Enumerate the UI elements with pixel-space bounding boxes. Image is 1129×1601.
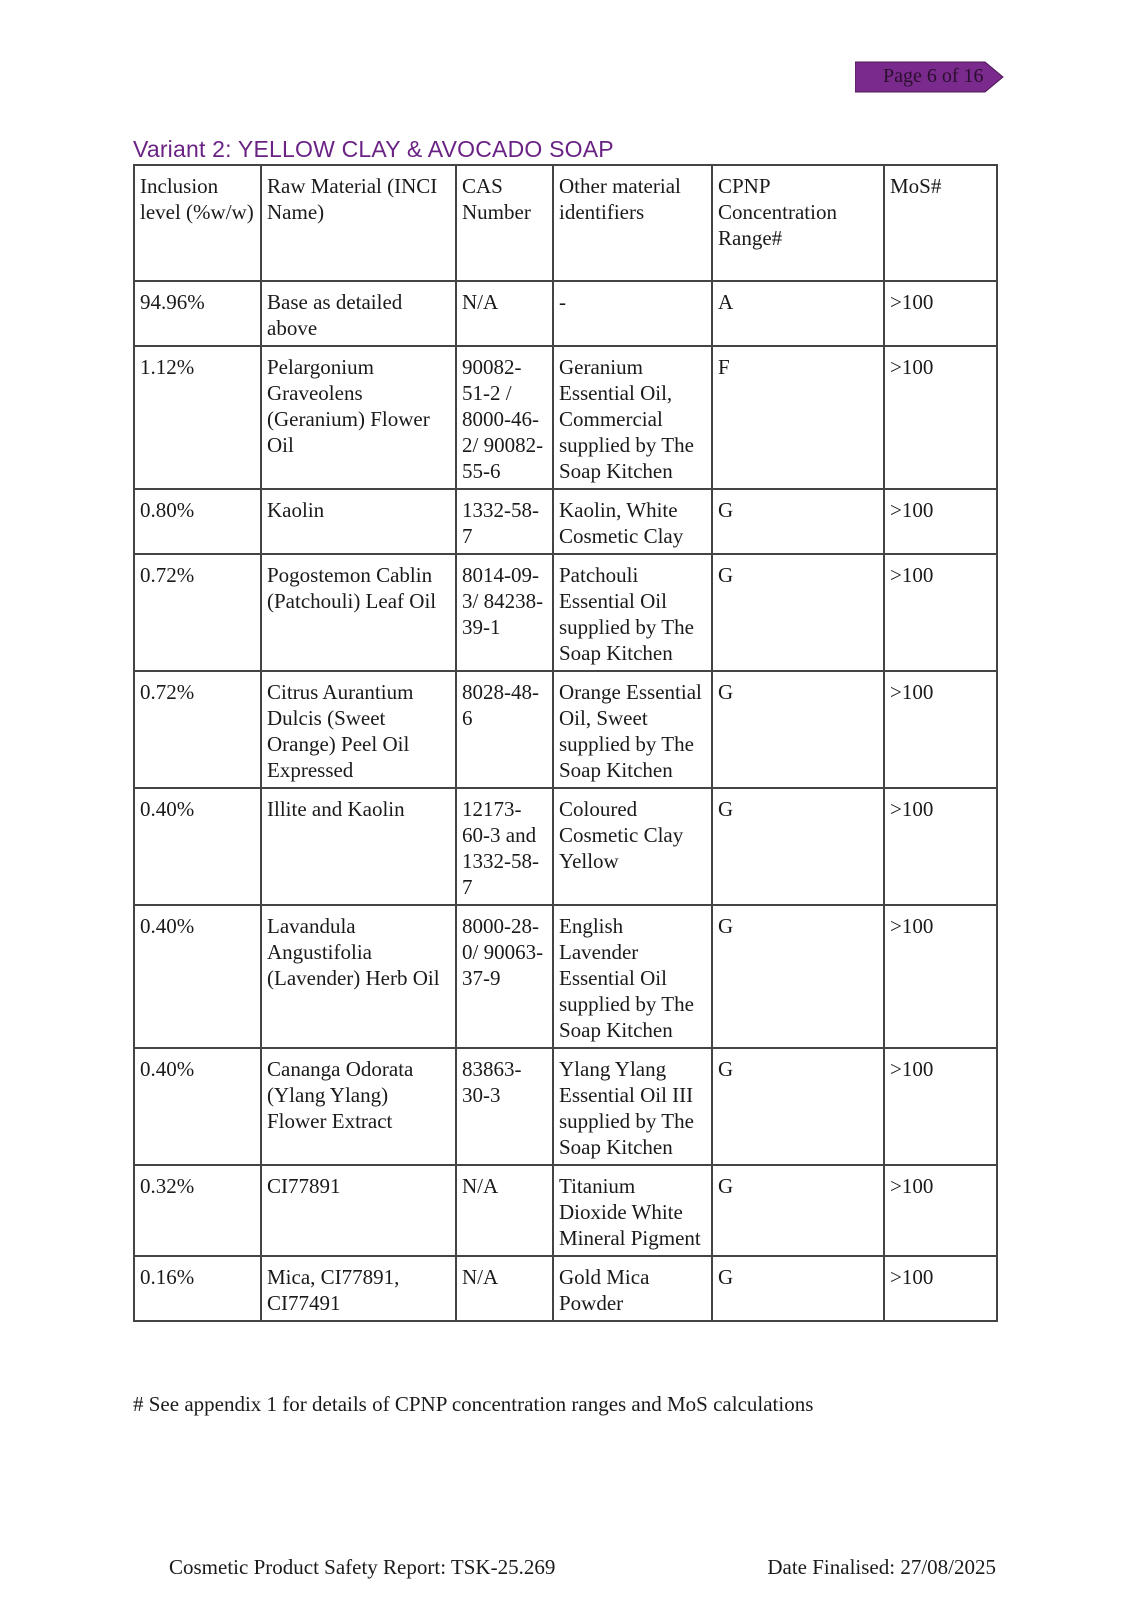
page-number-badge bbox=[855, 61, 1005, 93]
cell-raw-material: Cananga Odorata (Ylang Ylang) Flower Extract bbox=[261, 1048, 456, 1165]
cell-cpnp-range: G bbox=[712, 1256, 884, 1321]
cell-mos: >100 bbox=[884, 1256, 997, 1321]
table-row bbox=[134, 1165, 997, 1256]
header-inclusion-level: Inclusion level (%w/w) bbox=[134, 165, 261, 281]
header-cpnp-range: CPNP Concentration Range# bbox=[712, 165, 884, 281]
footnote: # See appendix 1 for details of CPNP concentration ranges and MoS calculations bbox=[133, 1392, 814, 1416]
cell-cas-number: 90082-51-2 / 8000-46-2/ 90082-55-6 bbox=[456, 346, 553, 489]
cell-inclusion-level: 1.12% bbox=[134, 346, 261, 489]
cell-mos: >100 bbox=[884, 346, 997, 489]
variant-title: Variant 2: YELLOW CLAY & AVOCADO SOAP bbox=[133, 136, 614, 162]
cell-other-identifiers: Coloured Cosmetic Clay Yellow bbox=[553, 788, 712, 905]
cell-other-identifiers: Gold Mica Powder bbox=[553, 1256, 712, 1321]
cell-raw-material: Lavandula Angustifolia (Lavender) Herb Oil bbox=[261, 905, 456, 1048]
table-row bbox=[134, 788, 997, 905]
cell-other-identifiers: Kaolin, White Cosmetic Clay bbox=[553, 489, 712, 554]
table-row bbox=[134, 1256, 997, 1321]
cell-mos: >100 bbox=[884, 671, 997, 788]
cell-raw-material: Base as detailed above bbox=[261, 281, 456, 346]
cell-cpnp-range: G bbox=[712, 788, 884, 905]
header-mos: MoS# bbox=[884, 165, 997, 281]
cell-inclusion-level: 0.32% bbox=[134, 1165, 261, 1256]
cell-other-identifiers: Orange Essential Oil, Sweet supplied by The Soap Kitchen bbox=[553, 671, 712, 788]
cell-cas-number: 8014-09-3/ 84238-39-1 bbox=[456, 554, 553, 671]
cell-other-identifiers: Patchouli Essential Oil supplied by The Soap Kitchen bbox=[553, 554, 712, 671]
cell-raw-material: Pogostemon Cablin (Patchouli) Leaf Oil bbox=[261, 554, 456, 671]
cell-raw-material: Pelargonium Graveolens (Geranium) Flower Oil bbox=[261, 346, 456, 489]
cell-inclusion-level: 0.40% bbox=[134, 1048, 261, 1165]
header-cas-number: CAS Number bbox=[456, 165, 553, 281]
cell-raw-material: Citrus Aurantium Dulcis (Sweet Orange) Peel Oil Expressed bbox=[261, 671, 456, 788]
cell-inclusion-level: 0.80% bbox=[134, 489, 261, 554]
table-row bbox=[134, 1048, 997, 1165]
cell-mos: >100 bbox=[884, 1048, 997, 1165]
table-row bbox=[134, 281, 997, 346]
cell-raw-material: Kaolin bbox=[261, 489, 456, 554]
header-other-identifiers: Other material identifiers bbox=[553, 165, 712, 281]
table-row bbox=[134, 489, 997, 554]
cell-other-identifiers: Geranium Essential Oil, Commercial supplied by The Soap Kitchen bbox=[553, 346, 712, 489]
cell-inclusion-level: 94.96% bbox=[134, 281, 261, 346]
cell-other-identifiers: English Lavender Essential Oil supplied by The Soap Kitchen bbox=[553, 905, 712, 1048]
cell-cpnp-range: G bbox=[712, 1048, 884, 1165]
cell-mos: >100 bbox=[884, 788, 997, 905]
cell-cas-number: 12173-60-3 and 1332-58-7 bbox=[456, 788, 553, 905]
table-row bbox=[134, 346, 997, 489]
footer-report-id: Cosmetic Product Safety Report: TSK-25.269 bbox=[169, 1555, 556, 1579]
cell-mos: >100 bbox=[884, 1165, 997, 1256]
footer-date: Date Finalised: 27/08/2025 bbox=[767, 1555, 996, 1579]
cell-raw-material: Illite and Kaolin bbox=[261, 788, 456, 905]
cell-cas-number: N/A bbox=[456, 281, 553, 346]
cell-cas-number: 8000-28-0/ 90063-37-9 bbox=[456, 905, 553, 1048]
cell-cpnp-range: F bbox=[712, 346, 884, 489]
cell-mos: >100 bbox=[884, 554, 997, 671]
cell-inclusion-level: 0.16% bbox=[134, 1256, 261, 1321]
cell-cpnp-range: G bbox=[712, 1165, 884, 1256]
table-row bbox=[134, 554, 997, 671]
cell-cpnp-range: G bbox=[712, 671, 884, 788]
cell-other-identifiers: Titanium Dioxide White Mineral Pigment bbox=[553, 1165, 712, 1256]
cell-cas-number: N/A bbox=[456, 1165, 553, 1256]
cell-mos: >100 bbox=[884, 905, 997, 1048]
cell-cas-number: N/A bbox=[456, 1256, 553, 1321]
ingredients-table bbox=[133, 164, 998, 1322]
cell-cpnp-range: G bbox=[712, 905, 884, 1048]
table-header-row bbox=[134, 165, 997, 281]
cell-inclusion-level: 0.40% bbox=[134, 905, 261, 1048]
cell-cas-number: 1332-58-7 bbox=[456, 489, 553, 554]
page-number-text: Page 6 of 16 bbox=[883, 65, 984, 87]
cell-cpnp-range: A bbox=[712, 281, 884, 346]
cell-cpnp-range: G bbox=[712, 489, 884, 554]
cell-raw-material: CI77891 bbox=[261, 1165, 456, 1256]
cell-cas-number: 8028-48-6 bbox=[456, 671, 553, 788]
table-row bbox=[134, 671, 997, 788]
cell-mos: >100 bbox=[884, 489, 997, 554]
cell-other-identifiers: - bbox=[553, 281, 712, 346]
cell-inclusion-level: 0.72% bbox=[134, 554, 261, 671]
cell-cas-number: 83863-30-3 bbox=[456, 1048, 553, 1165]
table-row bbox=[134, 905, 997, 1048]
cell-inclusion-level: 0.40% bbox=[134, 788, 261, 905]
cell-inclusion-level: 0.72% bbox=[134, 671, 261, 788]
cell-raw-material: Mica, CI77891, CI77491 bbox=[261, 1256, 456, 1321]
cell-mos: >100 bbox=[884, 281, 997, 346]
cell-other-identifiers: Ylang Ylang Essential Oil III supplied by The Soap Kitchen bbox=[553, 1048, 712, 1165]
header-raw-material: Raw Material (INCI Name) bbox=[261, 165, 456, 281]
cell-cpnp-range: G bbox=[712, 554, 884, 671]
